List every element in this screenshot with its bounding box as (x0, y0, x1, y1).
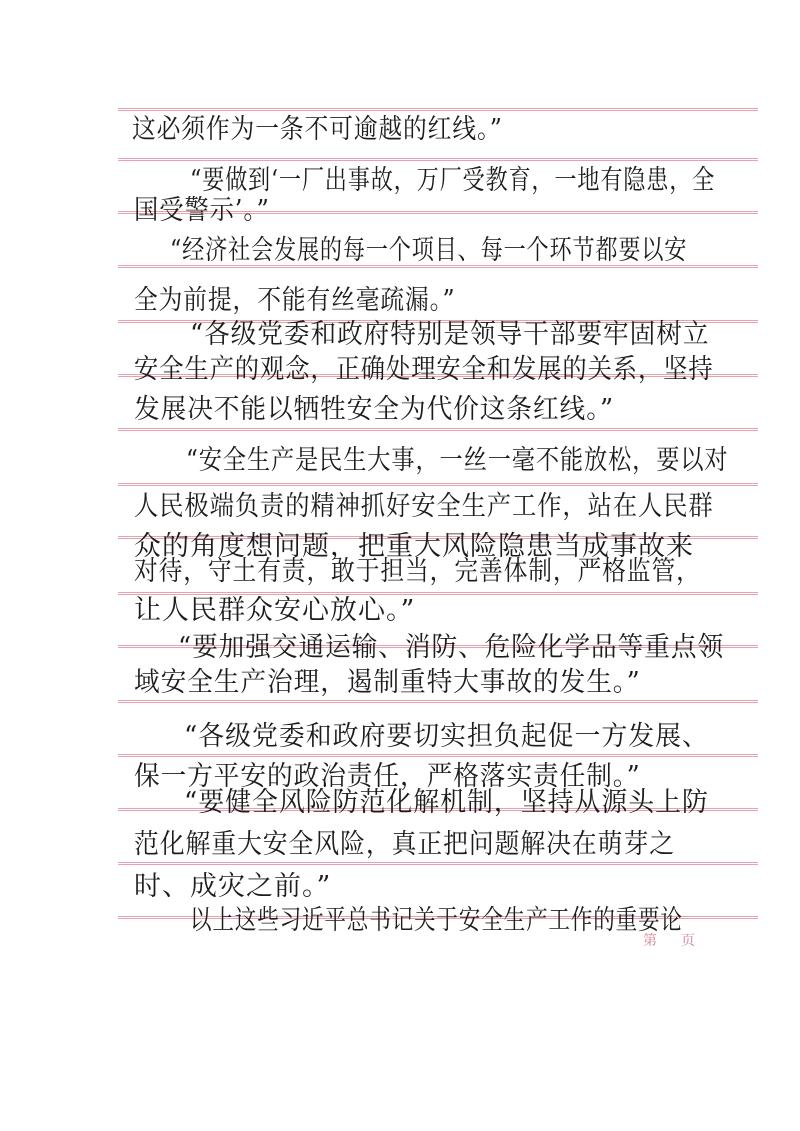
text-line: 对待，守土有责，敢于担当，完善体制，严格监管， (134, 556, 701, 587)
page-number-label (643, 930, 723, 950)
text-line: 众的角度想问题，把重大风险隐患当成事故来 (134, 531, 694, 562)
text-line: 时、成灾之前。” (134, 871, 332, 902)
text-line: 让人民群众安心放心。” (134, 595, 416, 626)
text-line: 保一方平安的政治责任，严格落实责任制。” (134, 761, 641, 792)
text-line: 范化解重大安全风险，真正把问题解决在萌芽之 (134, 829, 675, 860)
handwritten-text (120, 0, 760, 1131)
text-line: 安全生产的观念，正确处理安全和发展的关系，坚持 (134, 354, 714, 385)
text-line: 发展决不能以牺牲安全为代价这条红线。” (134, 394, 615, 425)
text-line: “要做到‘一厂出事故，万厂受教育，一地有隐患，全 (190, 165, 716, 196)
text-line: “要加强交通运输、消防、危险化学品等重点领 (178, 632, 725, 663)
page-number-suffix: 页 (681, 933, 695, 949)
text-line: “各级党委和政府要切实担负起促一方发展、 (184, 721, 709, 752)
text-line: “各级党委和政府特别是领导干部要牢固树立 (190, 319, 710, 350)
text-line: 域安全生产治理，遏制重特大事故的发生。” (134, 667, 641, 698)
text-line: “经济社会发展的每一个项目、每一个环节都要以安 (170, 235, 688, 266)
text-line: 这必须作为一条不可逾越的红线。” (132, 114, 503, 145)
text-line: “要健全风险防范化解机制，坚持从源头上防 (184, 787, 709, 818)
page-number-prefix: 第 (643, 933, 657, 949)
text-line: 以上这些习近平总书记关于安全生产工作的重要论 (190, 905, 683, 936)
text-line: 国受警示’。” (134, 195, 270, 226)
text-line: 人民极端负责的精神抓好安全生产工作，站在人民群 (134, 491, 714, 522)
text-line: “安全生产是民生大事，一丝一毫不能放松，要以对 (186, 445, 729, 476)
text-line: 全为前提，不能有丝毫疏漏。” (134, 285, 456, 316)
